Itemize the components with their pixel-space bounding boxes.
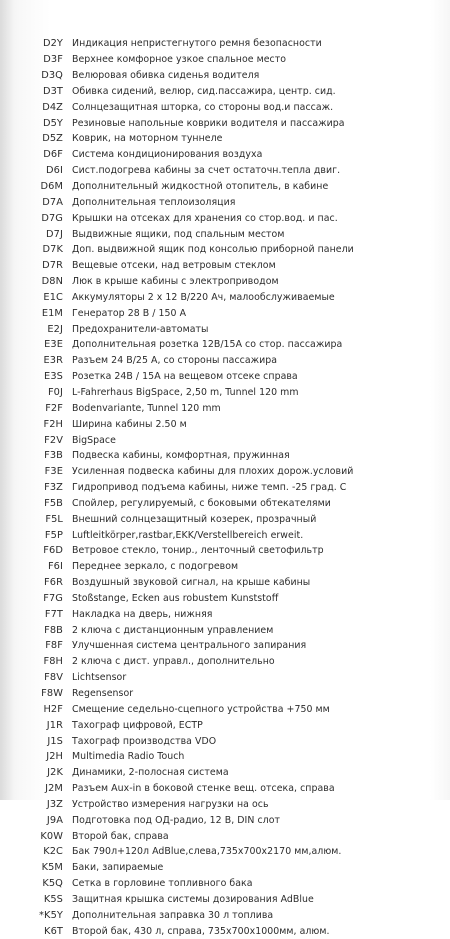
option-description: Защитная крышка системы дозирования AdBlue [72,893,314,905]
option-code: D7R [42,260,63,272]
option-description: Смещение седельно-сцепного устройства +750 мм [72,703,330,715]
option-row [0,844,450,860]
option-description: Генератор 28 В / 150 А [72,307,187,319]
option-description: Разъем Aux-in в боковой стенке вещ. отсека, справа [72,783,335,795]
option-description: Bodenvariante, Tunnel 120 mm [72,402,221,414]
option-description: Усиленная подвеска кабины для плохих дорож.условий [72,466,354,478]
option-row [0,226,450,242]
option-row [0,131,450,147]
option-description: Переднее зеркало, с подогревом [72,561,239,573]
option-description: Гидропривод подъема кабины, ниже темп. -25 град. С [72,482,347,494]
option-row [0,385,450,401]
option-description: 2 ключа с дистанционным управлением [72,624,274,636]
option-code: J1S [47,735,63,747]
option-code: F6R [44,577,63,589]
option-row [0,654,450,670]
option-code: *K5Y [39,909,63,921]
option-description: Розетка 24В / 15А на вещевом отсеке справа [72,371,298,383]
option-description: Второй бак, 430 л, справа, 735х700х1000мм, алюм. [72,925,330,937]
option-row [0,147,450,163]
option-row [0,274,450,290]
option-row [0,860,450,876]
option-description: Вещевые отсеки, над ветровым стеклом [72,260,276,272]
option-row [0,749,450,765]
option-row [0,242,450,258]
option-description: Lichtsensor [72,672,127,684]
option-code: F7T [44,608,63,620]
option-row [0,337,450,353]
option-description: Multimedia Radio Touch [72,751,185,763]
option-description: Баки, запираемые [72,862,164,874]
option-description: Regensensor [72,688,134,700]
option-code: J2H [46,751,63,763]
option-code: F2F [45,402,63,414]
option-code: E1M [41,307,63,319]
option-code: D3Q [41,70,63,82]
option-row [0,812,450,828]
option-description: Динамики, 2-полосная система [72,767,229,779]
option-row [0,733,450,749]
option-code: K5Q [42,878,63,890]
option-code: F3Z [44,482,63,494]
option-code: F8W [41,688,63,700]
option-code-list [0,36,450,939]
option-code: F8B [44,624,63,636]
option-description: Ветровое стекло, тонир., ленточный светофильтр [72,545,324,557]
option-code: F5L [45,513,63,525]
option-row [0,321,450,337]
option-description: Выдвижные ящики, под спальным местом [72,228,285,240]
option-row [0,416,450,432]
option-description: Велюровая обивка сиденья водителя [72,70,260,82]
option-description: Предохранители-автоматы [72,323,209,335]
option-description: Крышки на отсеках для хранения со стор.вод. и пас. [72,212,338,224]
option-description: Верхнее комфорное узкое спальное место [72,54,287,66]
option-description: Дополнительный жидкостной отопитель, в кабине [72,181,329,193]
option-row [0,559,450,575]
option-row [0,448,450,464]
option-description: Обивка сидений, велюр, сид.пассажира, центр. сид. [72,85,336,97]
option-description: BigSpace [72,434,116,446]
option-code: F6D [43,545,63,557]
option-row [0,52,450,68]
option-code: K5M [41,862,63,874]
option-row [0,591,450,607]
option-description: Система кондиционирования воздуха [72,149,263,161]
option-code: J2K [47,767,63,779]
option-code: J1R [46,719,63,731]
option-code: F8F [45,640,63,652]
option-code: D6M [40,181,63,193]
option-row [0,68,450,84]
option-code: D2Y [42,38,63,50]
option-code: F3B [44,450,63,462]
option-row [0,480,450,496]
option-code: K0W [40,830,63,842]
option-row [0,638,450,654]
option-row [0,99,450,115]
option-row [0,543,450,559]
option-row [0,36,450,52]
option-row [0,290,450,306]
option-row [0,686,450,702]
option-row [0,305,450,321]
option-description: Улучшенная система центрального запирания [72,640,307,652]
option-row [0,828,450,844]
option-row [0,670,450,686]
option-description: Тахограф производства VDO [72,735,217,747]
option-row [0,511,450,527]
option-code: F8V [44,672,63,684]
option-row [0,369,450,385]
option-description: Воздушный звуковой сигнал, на крыше кабины [72,577,311,589]
option-code: K2C [43,846,63,858]
option-description: Тахограф цифровой, ЕСТР [72,719,203,731]
option-code: J2M [45,783,63,795]
option-code: D7K [42,244,63,256]
option-row [0,606,450,622]
option-code: D7G [41,212,63,224]
option-description: Разъем 24 В/25 А, со стороны пассажира [72,355,278,367]
option-row [0,84,450,100]
option-code: F7G [43,592,63,604]
option-row [0,163,450,179]
option-code: K6T [44,925,63,937]
option-code: F6I [47,561,63,573]
option-row [0,797,450,813]
option-code: H2F [43,703,63,715]
option-description: 2 ключа с дист. управл., дополнительно [72,656,275,668]
option-code: F5B [44,497,63,509]
option-row [0,495,450,511]
option-code: F2H [43,418,63,430]
option-code: E2J [47,323,63,335]
option-code: E1C [43,291,63,303]
option-code: K5S [43,893,63,905]
option-description: Дополнительная розетка 12В/15А со стор. пассажира [72,339,343,351]
option-row [0,432,450,448]
option-description: Аккумуляторы 2 х 12 В/220 Ач, малообслуживаемые [72,291,335,303]
option-description: Ширина кабины 2.50 м [72,418,187,430]
option-code: D4Z [42,101,63,113]
option-description: Сетка в горловине топливного бака [72,878,253,890]
option-code: D3F [43,54,63,66]
option-description: Второй бак, справа [72,830,169,842]
option-description: L-Fahrerhaus BigSpace, 2,50 m, Tunnel 120 mm [72,386,299,398]
option-code: F3E [44,466,63,478]
option-description: Подвеска кабины, комфортная, пружинная [72,450,290,462]
option-row [0,115,450,131]
option-code: D3T [42,85,63,97]
option-row [0,622,450,638]
option-row [0,701,450,717]
option-code: D7J [46,228,63,240]
option-description: Подготовка под ОД-радио, 12 В, DIN слот [72,814,280,826]
option-code: D6I [46,165,63,177]
option-row [0,765,450,781]
option-row [0,923,450,939]
option-description: Stoßstange, Ecken aus robustem Kunststoff [72,592,279,604]
option-row [0,258,450,274]
option-code: D6F [43,149,63,161]
option-code: J9A [46,814,63,826]
option-description: Luftleitkörper,rastbar,EKK/Verstellbereich erweit. [72,529,304,541]
option-description: Коврик, на моторном туннеле [72,133,223,145]
option-row [0,717,450,733]
option-description: Люк в крыше кабины с электроприводом [72,276,279,288]
option-row [0,781,450,797]
option-row [0,194,450,210]
option-description: Солнцезащитная шторка, со стороны вод.и пассаж. [72,101,334,113]
option-description: Сист.подогрева кабины за счет остаточн.тепла двиг. [72,165,341,177]
option-code: J3Z [46,798,63,810]
option-code: D5Y [42,117,63,129]
option-description: Накладка на дверь, нижняя [72,608,213,620]
option-row [0,353,450,369]
option-code: F2V [44,434,63,446]
option-description: Спойлер, регулируемый, с боковыми обтекателями [72,497,331,509]
option-code: D5Z [42,133,63,145]
option-description: Бак 790л+120л AdBlue,слева,735х700х2170 мм,алюм. [72,846,342,858]
option-row [0,210,450,226]
option-row [0,892,450,908]
option-row [0,527,450,543]
option-code: F8H [43,656,63,668]
option-description: Индикация непристегнутого ремня безопасности [72,38,322,50]
option-row [0,400,450,416]
option-code: D7A [42,196,63,208]
option-description: Доп. выдвижной ящик под консолью приборной панели [72,244,354,256]
option-row [0,876,450,892]
option-code: F0J [47,386,63,398]
option-row [0,179,450,195]
option-code: E3E [44,339,63,351]
option-code: D8N [41,276,63,288]
option-row [0,907,450,923]
option-description: Дополнительная заправка 30 л топлива [72,909,274,921]
option-row [0,464,450,480]
option-code: F5P [44,529,63,541]
option-code: E3R [43,355,63,367]
option-code: E3S [44,371,63,383]
option-description: Устройство измерения нагрузки на ось [72,798,269,810]
option-description: Резиновые напольные коврики водителя и пассажира [72,117,345,129]
option-row [0,575,450,591]
option-description: Внешний солнцезащитный козерек, прозрачный [72,513,317,525]
option-description: Дополнительная теплоизоляция [72,196,236,208]
